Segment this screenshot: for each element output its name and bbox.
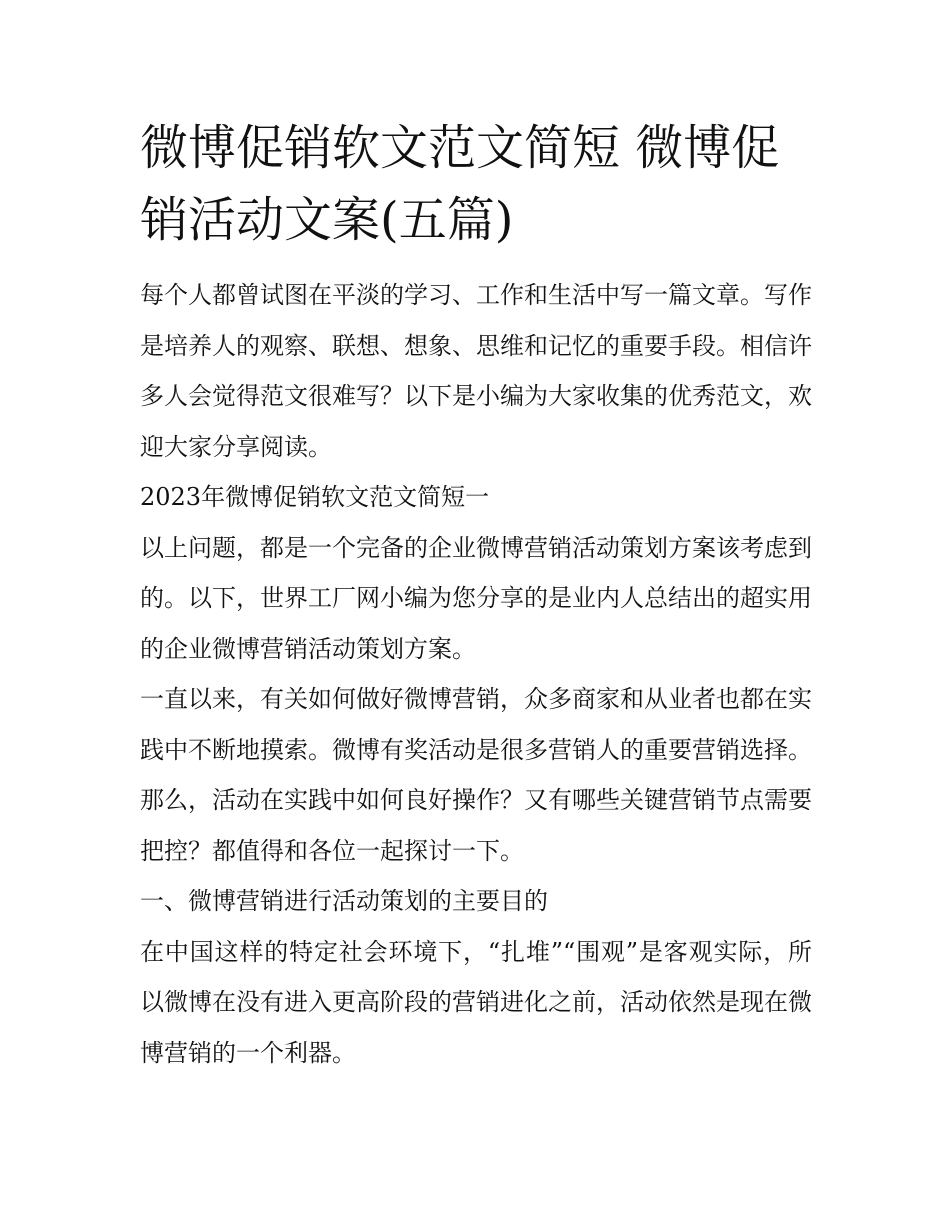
section-heading: 2023年微博促销软文范文简短一: [140, 483, 490, 511]
subsection-heading: 一、微博营销进行活动策划的主要目的: [140, 887, 548, 915]
document-title: 微博促销软文范文简短 微博促销活动文案(五篇): [140, 120, 780, 248]
document-body: [140, 112, 812, 1078]
body-paragraph: 以上问题，都是一个完备的企业微博营销活动策划方案该考虑到的。以下，世界工厂网小编为您分享的是业内人总结出的超实用的企业微博营销活动策划方案。: [140, 533, 812, 663]
body-paragraph: 一直以来，有关如何做好微博营销，众多商家和从业者也都在实践中不断地摸索。微博有奖活动是很多营销人的重要营销选择。那么，活动在实践中如何良好操作？又有哪些关键营销节点需要把控？都值得和各位一起探讨一下。: [140, 685, 812, 865]
body-paragraph: 在中国这样的特定社会环境下，“扎堆”“围观”是客观实际，所以微博在没有进入更高阶段的营销进化之前，活动依然是现在微博营销的一个利器。: [140, 937, 812, 1067]
intro-paragraph: 每个人都曾试图在平淡的学习、工作和生活中写一篇文章。写作是培养人的观察、联想、想象、思维和记忆的重要手段。相信许多人会觉得范文很难写？以下是小编为大家收集的优秀范文，欢迎大家分享阅读。: [140, 281, 812, 461]
